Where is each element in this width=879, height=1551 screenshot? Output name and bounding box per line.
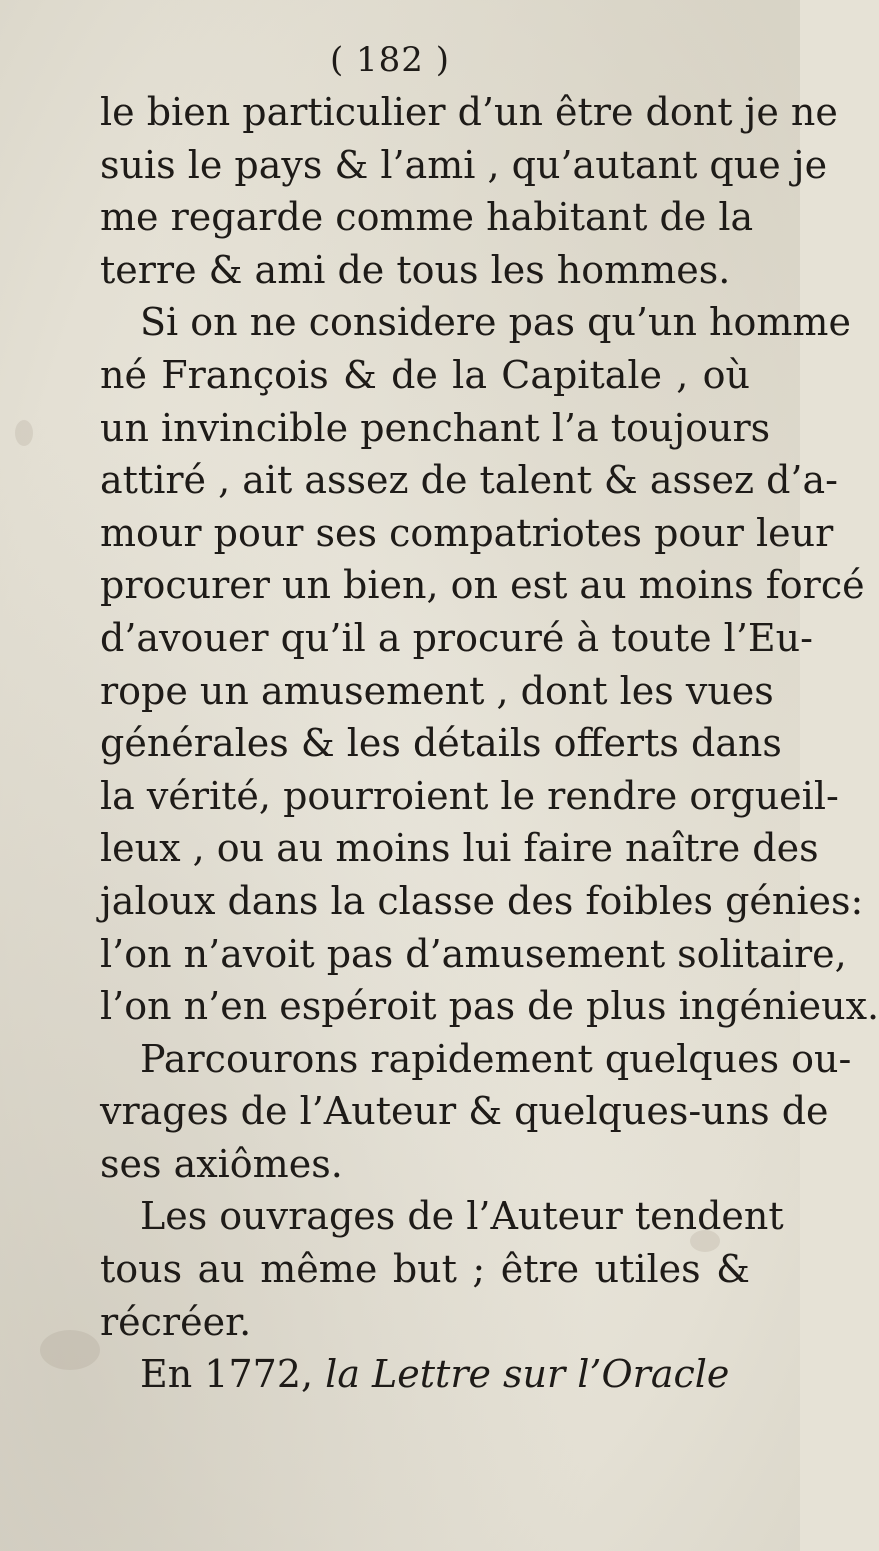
text-line: Si on ne considere pas qu’un homme xyxy=(140,300,851,345)
final-line-italic: la Lettre sur l’Oracle xyxy=(325,1352,730,1397)
text-line: récréer. xyxy=(100,1299,252,1344)
text-line: leux , ou au moins lui faire naître des xyxy=(100,826,819,871)
text-line: vrages de l’Auteur & quelques-uns de xyxy=(100,1089,829,1134)
text-line: Les ouvrages de l’Auteur tendent xyxy=(140,1194,784,1239)
text-line: un invincible penchant l’a toujours xyxy=(100,405,771,450)
text-line: générales & les détails offerts dans xyxy=(100,721,782,766)
text-line: jaloux dans la classe des foibles génies: xyxy=(100,878,864,923)
text-line: le bien particulier d’un être dont je ne xyxy=(100,90,838,134)
text-line: tous au même but ; être utiles & xyxy=(100,1247,750,1292)
text-line: mour pour ses compatriotes pour leur xyxy=(100,510,834,555)
text-line: me regarde comme habitant de la xyxy=(100,195,754,240)
text-line: l’on n’avoit pas d’amusement solitaire, xyxy=(100,931,847,976)
text-line: attiré , ait assez de talent & assez d’a- xyxy=(100,458,838,503)
text-line: Parcourons rapidement quelques ou- xyxy=(140,1036,852,1081)
text-line: terre & ami de tous les hommes. xyxy=(100,247,731,292)
page-number: ( 182 ) xyxy=(329,40,451,80)
text-line: la vérité, pourroient le rendre orgueil- xyxy=(100,773,839,818)
paper-stain xyxy=(40,1330,100,1370)
text-line: ses axiômes. xyxy=(100,1141,343,1186)
text-line: d’avouer qu’il a procuré à toute l’Eu- xyxy=(100,615,813,660)
text-line: suis le pays & l’ami , qu’autant que je xyxy=(100,142,828,187)
text-line: procurer un bien, on est au moins forcé xyxy=(100,563,865,608)
text-line: l’on n’en espéroit pas de plus ingénieux. xyxy=(100,984,879,1029)
paper-stain xyxy=(15,420,33,446)
text-line: rope un amusement , dont les vues xyxy=(100,668,774,713)
text-line-final xyxy=(100,1348,750,1401)
final-line-lead: En 1772, xyxy=(140,1352,326,1397)
page-text xyxy=(100,34,879,1401)
text-line: né François & de la Capitale , où xyxy=(100,352,750,397)
